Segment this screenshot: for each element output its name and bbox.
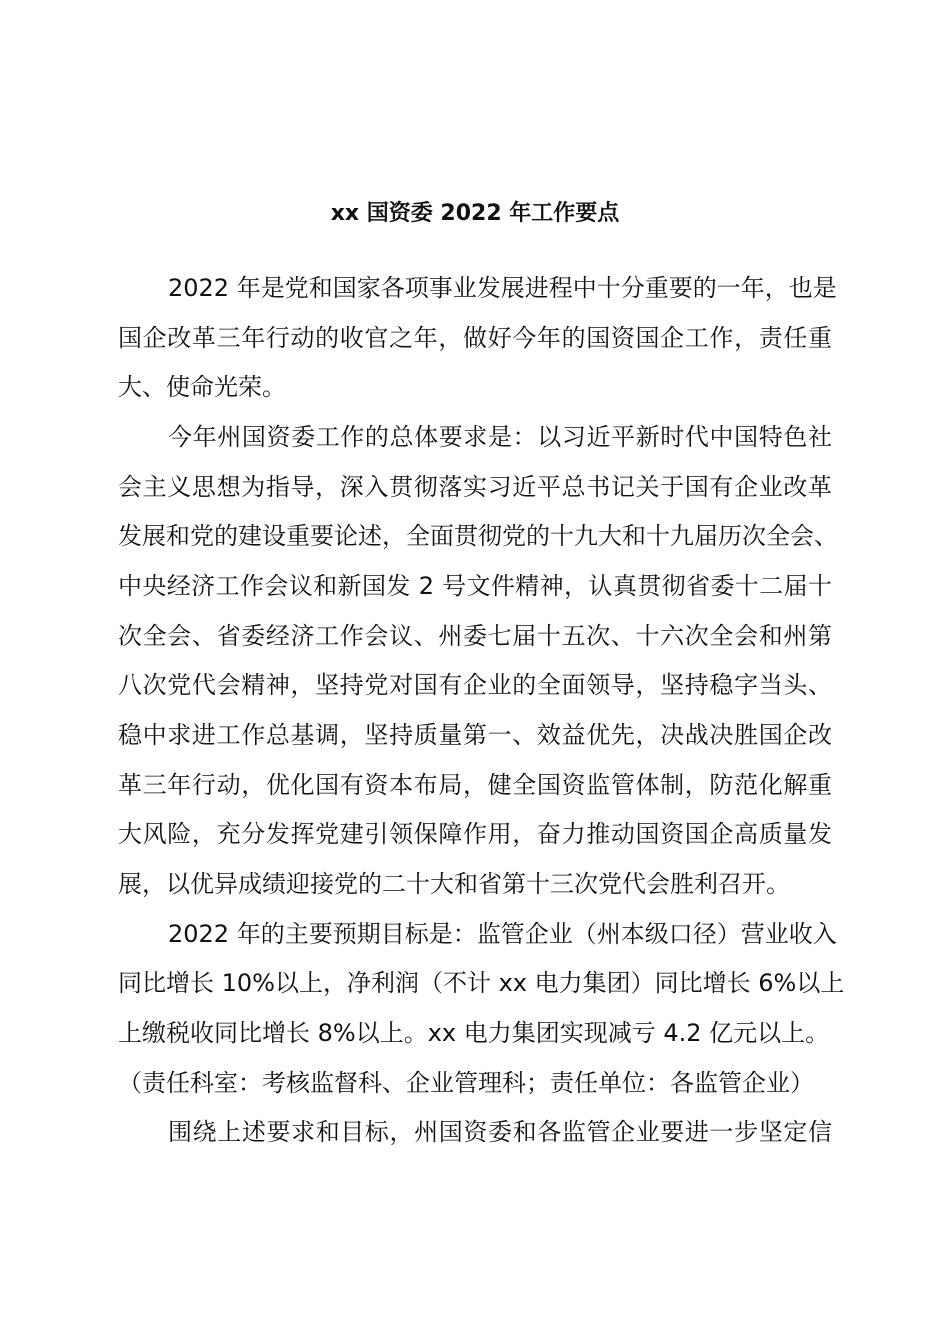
paragraph-line: 革三年行动，优化国有资本布局，健全国资监管体制，防范化解重 (118, 771, 832, 799)
paragraph-line: 发展和党的建设重要论述，全面贯彻党的十九大和十九届历次全会、 (118, 522, 838, 550)
paragraph-line: 大、使命光荣。 (118, 373, 286, 401)
paragraph-line: 中央经济工作会议和新国发 2 号文件精神，认真贯彻省委十二届十 (118, 572, 832, 600)
paragraph-line: 上缴税收同比增长 8%以上。xx 电力集团实现减亏 4.2 亿元以上。 (118, 1019, 830, 1047)
paragraph-line: 围绕上述要求和目标，州国资委和各监管企业要进一步坚定信 (168, 1118, 832, 1146)
paragraph-line: （责任科室：考核监督科、企业管理科；责任单位：各监管企业） (118, 1069, 814, 1097)
paragraph-line: 次全会、省委经济工作会议、州委七届十五次、十六次全会和州第 (118, 622, 832, 650)
paragraph-line: 八次党代会精神，坚持党对国有企业的全面领导，坚持稳字当头、 (118, 671, 832, 699)
paragraph-line: 2022 年是党和国家各项事业发展进程中十分重要的一年，也是 (168, 274, 837, 302)
paragraph-line: 2022 年的主要预期目标是：监管企业（州本级口径）营业收入 (168, 920, 837, 948)
paragraph-line: 今年州国资委工作的总体要求是：以习近平新时代中国特色社 (168, 423, 832, 451)
paragraph-line: 会主义思想为指导，深入贯彻落实习近平总书记关于国有企业改革 (118, 473, 832, 501)
paragraph-line: 稳中求进工作总基调，坚持质量第一、效益优先，决战决胜国企改 (118, 721, 832, 749)
paragraph-line: 国企改革三年行动的收官之年，做好今年的国资国企工作，责任重 (118, 324, 832, 352)
paragraph-line: 大风险，充分发挥党建引领保障作用，奋力推动国资国企高质量发 (118, 820, 832, 848)
paragraph-line: 同比增长 10%以上，净利润（不计 xx 电力集团）同比增长 6%以上 (118, 969, 845, 997)
document-title: xx 国资委 2022 年工作要点 (330, 201, 620, 226)
paragraph-line: 展，以优异成绩迎接党的二十大和省第十三次党代会胜利召开。 (118, 870, 790, 898)
